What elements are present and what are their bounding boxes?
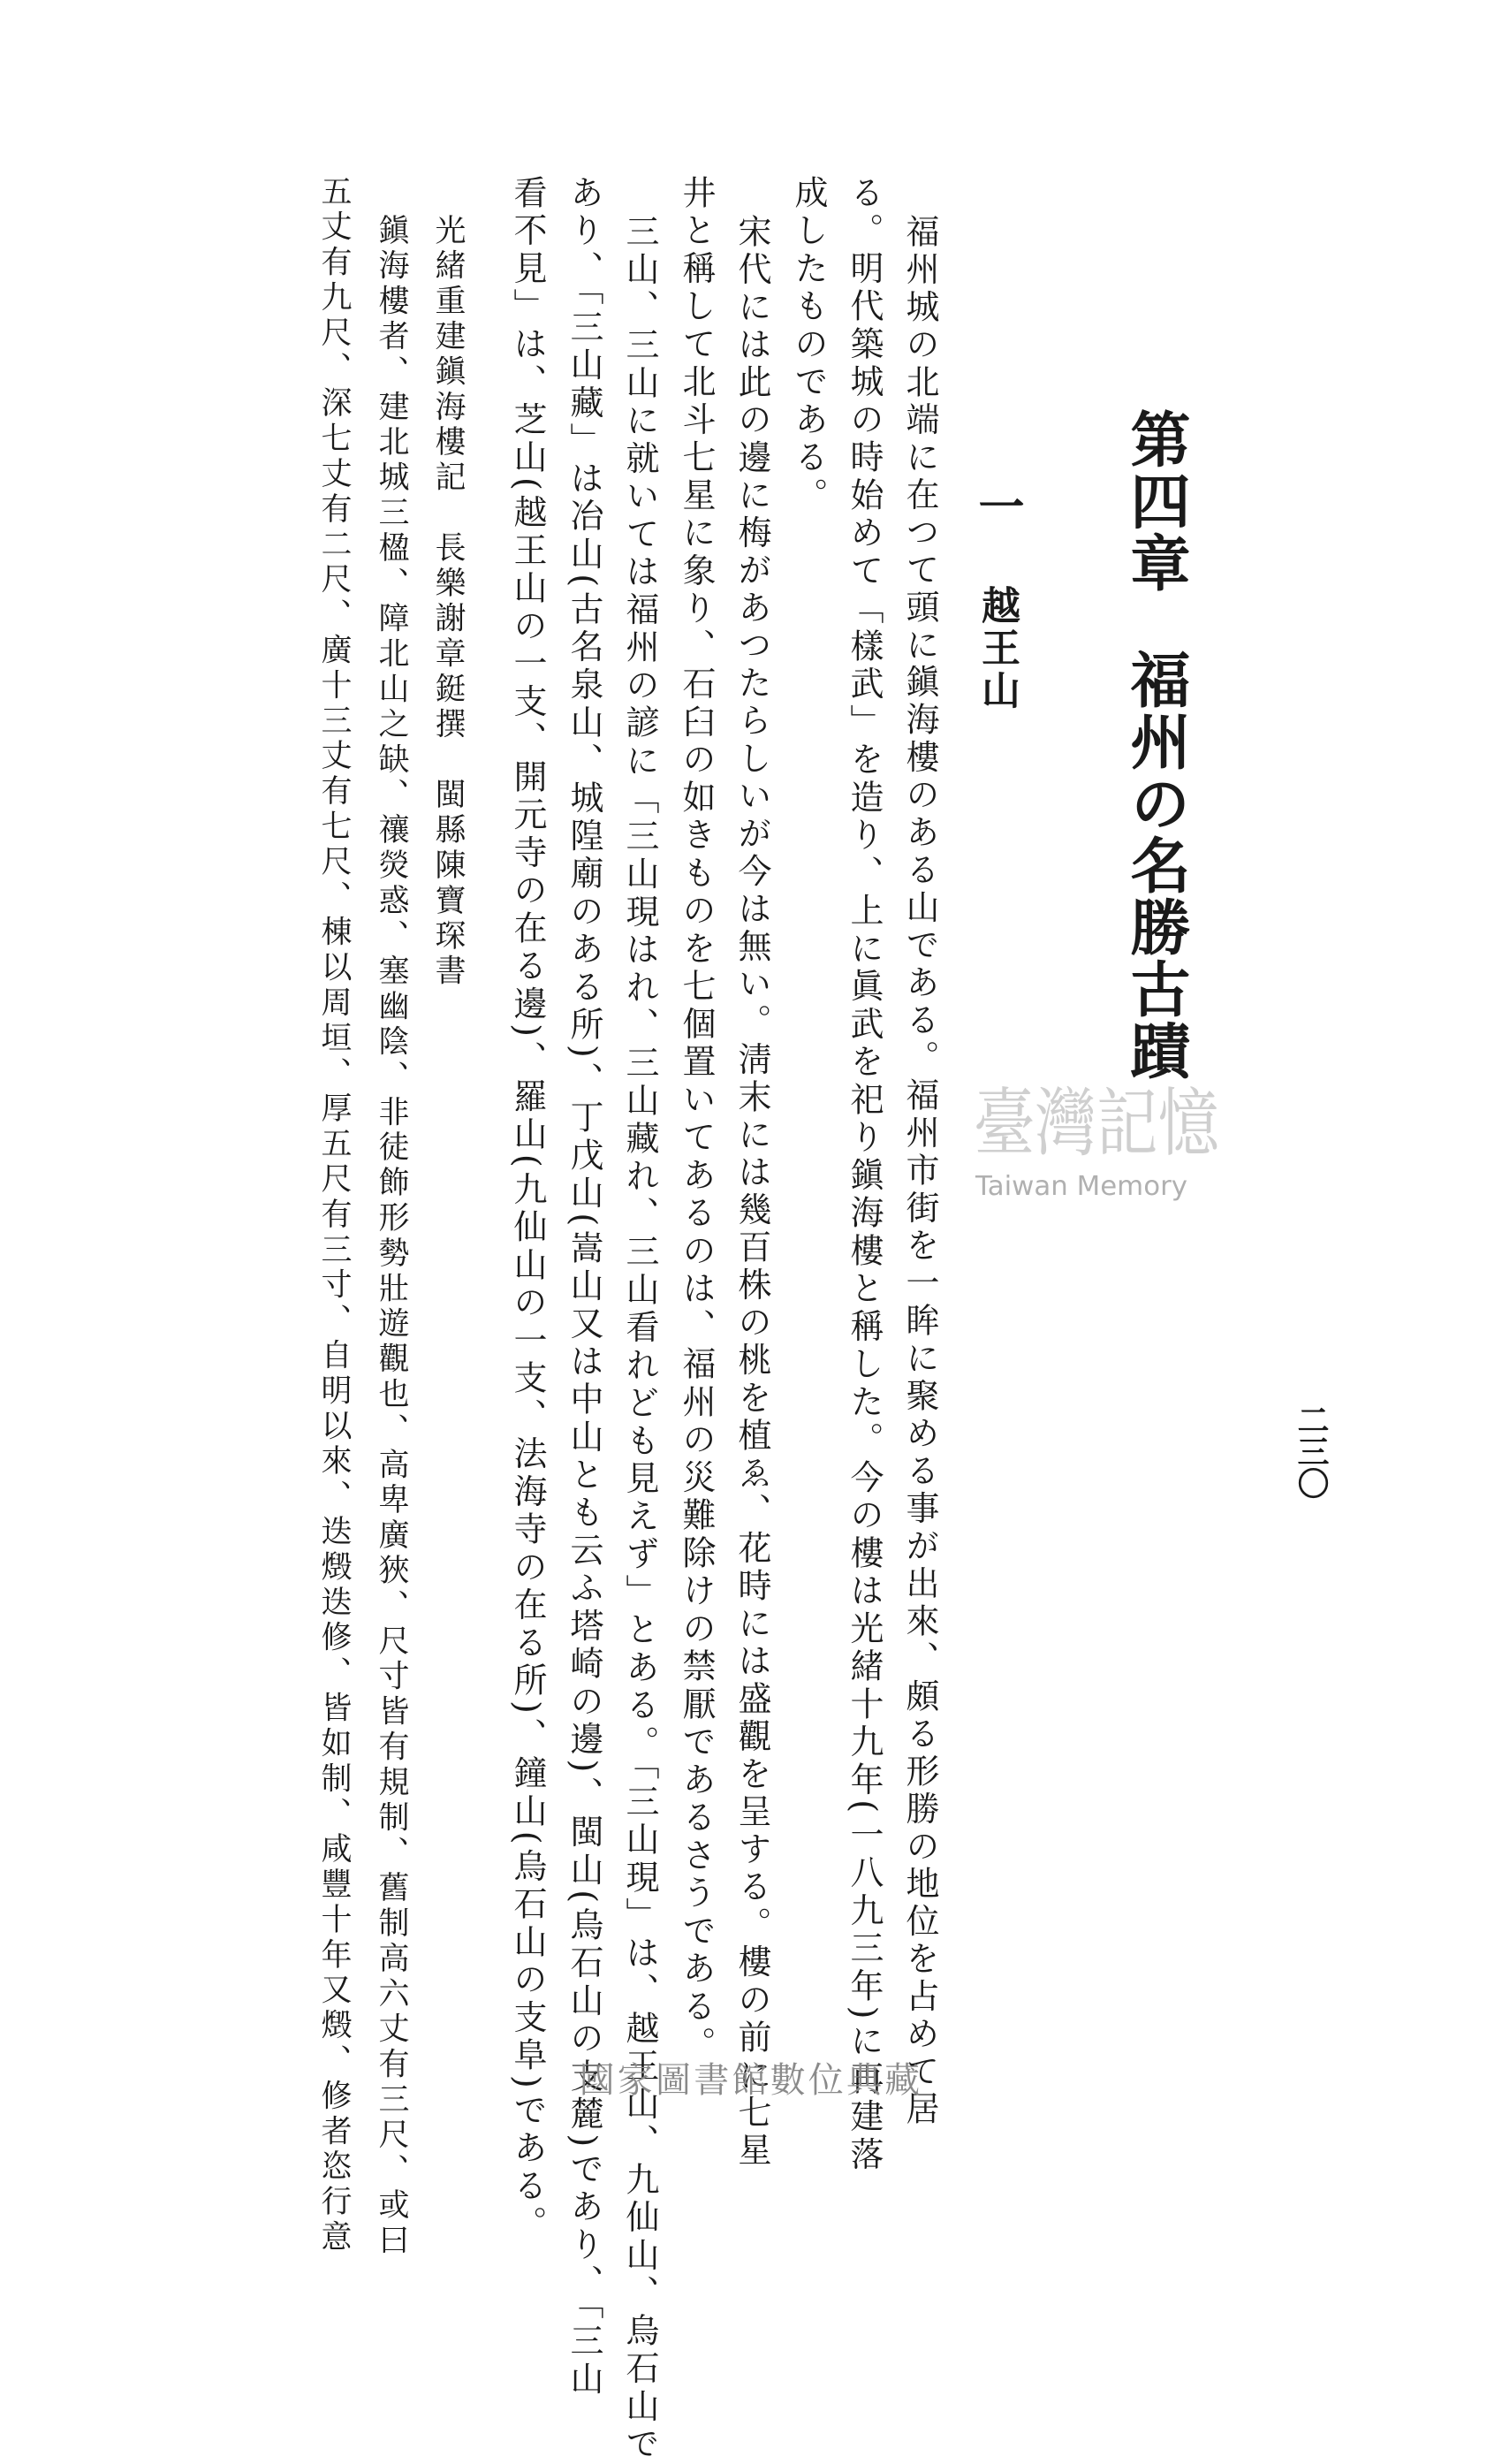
body-line-1: 福州城の北端に在つて頭に鎭海樓のある山である。福州市街を一眸に聚める事が出來、頗る形勝の地位を占めて居 (900, 214, 939, 2129)
footer-credit: 國家圖書館數位典藏 (579, 2060, 923, 2101)
body-line-5: 井と稱して北斗七星に象り、石臼の如きものを七個置いてあるのは、福州の災難除けの禁厭であるさうである。 (677, 175, 716, 2065)
page-number: 二三〇 (1293, 1403, 1330, 1499)
watermark-title: 臺灣記憶 (974, 1080, 1222, 1167)
chapter-number: 第四章 (1120, 408, 1191, 595)
quote-line-2: 五丈有九尺、深七丈有二尺、廣十三丈有七尺、棟以周垣、厚五尺有三寸、自明以來、迭燬迭修、皆如制、咸豐十年又燬、修者恣行意 (316, 175, 352, 2256)
body-line-3: 成したものである。 (789, 175, 828, 515)
section-title: 越王山 (975, 584, 1020, 712)
watermark-subtitle: Taiwan Memory (974, 1171, 1187, 1202)
body-line-4: 宋代には此の邊に梅があつたらしいが今は無い。淸末には幾百株の桃を植ゑ、花時には盛觀を呈する。樓の前に七星 (732, 214, 771, 2171)
body-line-7: あり、「三山藏」は冶山(古名泉山、城隍廟のある所)、丁戊山(嵩山又は中山とも云ふ塔崎の邊)、閩山(烏石山の支麓)であり、「三山 (565, 175, 603, 2399)
chapter-heading (1120, 408, 1191, 1083)
section-heading (970, 483, 1024, 712)
chapter-title: 福州の名勝古蹟 (1120, 649, 1191, 1083)
body-line-8: 看不見」は、芝山(越王山の一支、開元寺の在る邊)、羅山(九仙山の一支、法海寺の在る所)、鐘山(烏石山の支阜)である。 (508, 175, 547, 2244)
watermark-logo (974, 1066, 1221, 1207)
quote-line-1: 鎭海樓者、建北城三楹、障北山之缺、禳熒惑、塞幽陰、非徒飾形勢壯遊觀也、高卑廣狹、尺寸皆有規制、舊制高六丈有三尺、或曰 (374, 214, 409, 2260)
body-line-6: 三山、三山に就いては福州の諺に「三山現はれ、三山藏れ、三山看れども見えず」とある。「三山現」は、越王山、九仙山、烏石山で (620, 214, 659, 2464)
section-number: 一 (970, 483, 1024, 532)
body-line-2: る。明代築城の時始めて「樣武」を造り、上に眞武を祀り鎭海樓と稱した。今の樓は光緒十九年(一八九三年)に再建落 (845, 175, 884, 2175)
quote-heading: 光緒重建鎭海樓記 長樂謝章鋌撰 閩縣陳寶琛書 (430, 214, 466, 990)
